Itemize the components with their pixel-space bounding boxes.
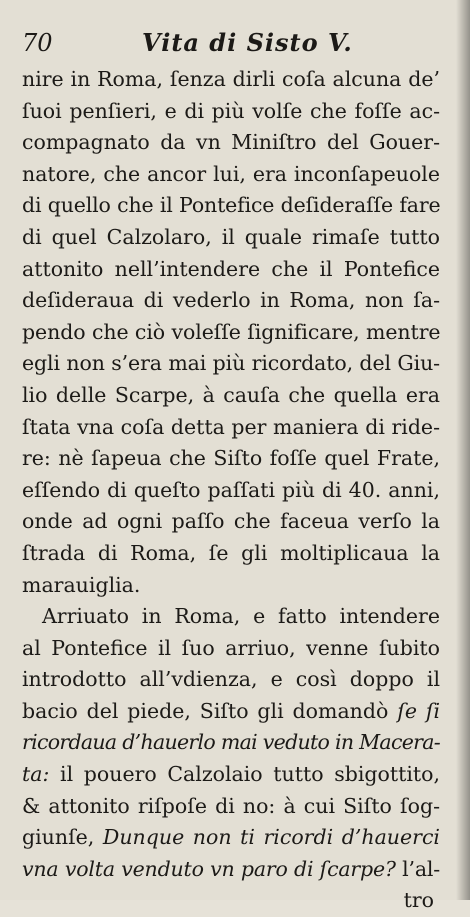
text-line: egli non s’era mai più ricordato, del Giu- bbox=[22, 351, 440, 376]
text-segment: il pouero Calzolaio tutto sbigottito, bbox=[49, 762, 440, 787]
text-line: al Pontefice il ſuo arriuo, venne ſubito bbox=[22, 635, 440, 660]
text-line bbox=[22, 727, 440, 759]
text-line: natore, che ancor lui, era inconſapeuole bbox=[22, 161, 440, 186]
text-line: di quello che il Pontefice deſideraſſe fare bbox=[22, 193, 440, 218]
text-line: compagnato da vn Miniſtro del Gouer- bbox=[22, 130, 440, 155]
text-line bbox=[22, 759, 440, 791]
text-line: onde ad ogni paſſo che faceua verſo la bbox=[22, 509, 440, 534]
text-line: di quel Calzolaro, il quale rimaſe tutto bbox=[22, 224, 440, 249]
italic-text-segment: ſe ſi bbox=[397, 698, 440, 723]
text-line: lio delle Scarpe, à cauſa che quella era bbox=[22, 382, 440, 407]
page-header bbox=[22, 28, 442, 58]
text-line: ſtata vna coſa detta per maniera di ride- bbox=[22, 414, 440, 439]
text-line: introdotto all’vdienza, e così doppo il bbox=[22, 667, 440, 692]
text-line: nire in Roma, ſenza dirli coſa alcuna de’ bbox=[22, 67, 440, 91]
text-line bbox=[22, 696, 440, 728]
text-line: deſideraua di vederlo in Roma, non ſa- bbox=[22, 288, 440, 313]
text-segment: l’al- bbox=[395, 856, 440, 881]
text-segment: bacio del piede, Siſto gli domandò bbox=[22, 698, 398, 723]
page-edge-shadow bbox=[456, 0, 470, 900]
body-text bbox=[22, 64, 440, 917]
text-line: ſuoi penſieri, e di più volſe che foſſe ac- bbox=[22, 98, 440, 123]
italic-text-segment: Dunque non ti ricordi d’hauerci bbox=[102, 825, 440, 850]
text-line: pendo che ciò voleſſe ſignificare, mentre bbox=[22, 319, 440, 344]
text-line: Arriuato in Roma, e fatto intendere bbox=[42, 604, 440, 629]
text-line: re: nè ſapeua che Siſto foſſe quel Frate, bbox=[22, 446, 440, 471]
italic-text-segment: ta: bbox=[22, 762, 50, 787]
text-line: eſſendo di queſto paſſati più di 40. anni, bbox=[22, 477, 440, 502]
text-segment: giunſe, bbox=[22, 825, 103, 850]
running-title: Vita di Sisto V. bbox=[142, 28, 353, 57]
italic-text-segment: ricordaua d’hauerlo mai veduto in Macera- bbox=[22, 730, 440, 755]
catchword: tro bbox=[403, 888, 434, 913]
text-line: attonito nell’intendere che il Pontefice bbox=[22, 256, 440, 281]
text-line bbox=[22, 822, 440, 854]
text-line: marauiglia. bbox=[22, 572, 141, 597]
text-line: ſtrada di Roma, ſe gli moltiplicaua la bbox=[22, 540, 440, 565]
text-line: & attonito riſpoſe di no: à cui Siſto ſog- bbox=[22, 793, 440, 818]
italic-text-segment: vna volta venduto vn paro di ſcarpe? bbox=[22, 856, 396, 881]
page-number: 70 bbox=[22, 29, 53, 57]
text-line bbox=[22, 854, 440, 886]
